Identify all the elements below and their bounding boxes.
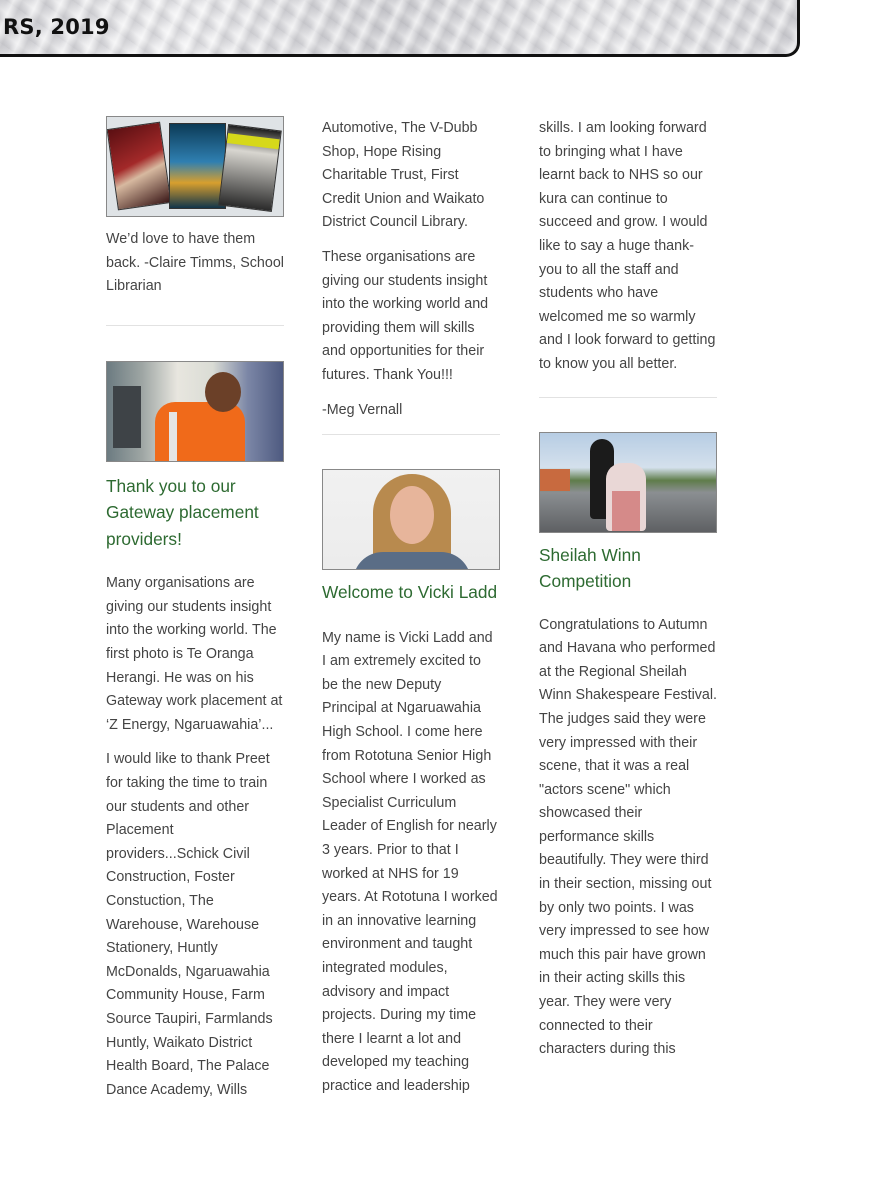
librarian-note: We’d love to have them back. -Claire Timms, School Librarian [106,231,284,295]
header-banner [0,0,800,57]
sheilah-winn-photo [539,432,717,533]
gateway-heading: Thank you to our Gateway placement providers! [106,475,259,549]
header-title: RS, 2019 [3,15,110,39]
gateway-paragraph-3: Automotive, The V-Dubb Shop, Hope Rising Charitable Trust, First Credit Union and Waikato District Council Library. [322,120,485,231]
sheilah-winn-heading: Sheilah Winn Competition [539,544,641,592]
divider [106,325,284,326]
divider [322,434,500,435]
book-cover-1 [107,122,172,211]
welcome-heading: Welcome to Vicki Ladd [322,582,498,603]
vicki-ladd-portrait [322,469,500,570]
book-cover-3 [218,124,282,212]
book-covers-photo [106,116,284,217]
signature-meg: -Meg Vernall [322,401,403,418]
gateway-student-photo [106,361,284,462]
welcome-paragraph: My name is Vicki Ladd and I am extremely excited to be the new Deputy Principal at Ngaruawahia High School. I come here from Rototuna Senior High School where I worked as Specialist Curriculum Leader of English for nearly 3 years. Prior to that I worked at NHS for 19 years. At Rototuna I worked in an innovative learning environment and taught integrated modules, advisory and impact projects. During my time there I learnt a lot and developed my teaching practice and leadership [322,629,498,1094]
welcome-paragraph-continued: skills. I am looking forward to bringing what I have learnt back to NHS so our kura can continue to succeed and grow. I would like to say a huge thank-you to all the staff and students who have welcomed me so warmly and I look forward to getting to know you all better. [539,120,716,372]
column-1 [106,116,284,1113]
gateway-paragraph-1: Many organisations are giving our students insight into the working world. The first photo is Te Oranga Herangi. He was on his Gateway work placement at ‘Z Energy, Ngaruawahia’... [106,575,283,733]
divider [539,397,717,398]
column-2 [322,117,500,1110]
book-cover-2 [169,123,226,209]
column-3 [539,117,717,1073]
sheilah-winn-paragraph: Congratulations to Autumn and Havana who performed at the Regional Sheilah Winn Shakespeare Festival. The judges said they were very impressed with their scene, that it was a real "actors scene" which showcased their performance skills beautifully. They were third in their section, missing out by only two points. I was very impressed to see how much this pair have grown in their acting skills this year. They were very connected to their characters during this [539,616,717,1058]
gateway-paragraph-4: These organisations are giving our students insight into the working world and providing them will skills and opportunities for their futures. Thank You!!! [322,248,489,383]
gateway-paragraph-2: I would like to thank Preet for taking the time to train our students and other Placement providers...Schick Civil Construction, Foster Constuction, The Warehouse, Warehouse Stationery, Huntly McDonalds, Ngaruawahia Community House, Farm Source Taupiri, Farmlands Huntly, Waikato District Health Board, The Palace Dance Academy, Wills [106,751,273,1098]
